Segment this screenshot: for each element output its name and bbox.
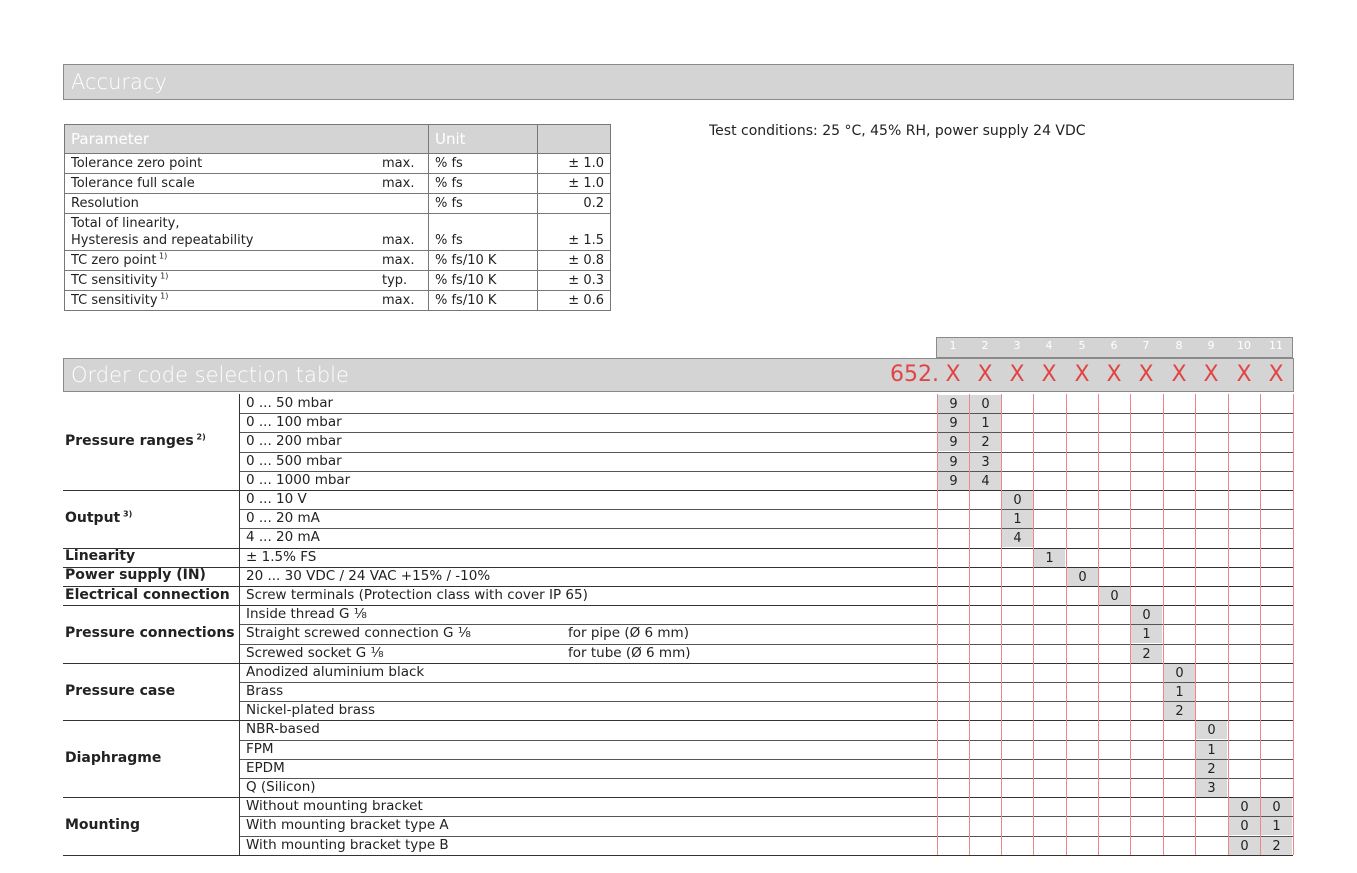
parameter-qualifier: max. [376,154,429,174]
row-divider [239,413,1293,414]
option-text: Anodized aluminium black [246,663,425,680]
accuracy-row [65,214,611,251]
position-number: 7 [1142,339,1150,352]
option-text: Brass [246,683,284,699]
parameter-qualifier [376,194,429,214]
position-number: 11 [1269,339,1283,352]
value-header [538,125,611,154]
footnote-marker: 2) [193,432,206,442]
order-code-title: Order code selection table [71,363,349,387]
accuracy-row [65,251,611,271]
code-value: 0 [1067,568,1098,586]
footnote-marker: 1) [157,271,169,281]
order-code-prefix: 652. [890,362,939,387]
option-note: for tube (Ø 6 mm) [568,644,691,661]
option-text: EPDM [246,759,285,776]
parameter-value: ± 1.0 [538,154,611,174]
accuracy-title: Accuracy [71,70,167,94]
label-column-divider [239,394,240,855]
parameter-value: 0.2 [538,194,611,214]
code-placeholder-x: X [1138,362,1154,387]
parameter-value: ± 1.5 [538,214,611,251]
unit-header: Unit [429,125,538,154]
code-value: 0 [1196,721,1227,739]
code-column-divider [1033,394,1034,855]
parameter-name: Total of linearity, Hysteresis and repeatability [65,214,377,251]
code-value: 9 [938,453,969,471]
parameter-unit: % fs [429,154,538,174]
option-text: Q (Silicon) [246,779,316,795]
row-divider [239,759,1293,760]
code-placeholder-x: X [1236,362,1252,387]
accuracy-table-header [65,125,611,154]
option-text: 0 ... 50 mbar [246,395,334,411]
row-divider [239,778,1293,779]
position-number: 2 [981,339,989,352]
option-text: 20 ... 30 VDC / 24 VAC +15% / -10% [246,567,491,584]
group-label: Output $^{3)}$ [65,509,133,526]
position-number: 10 [1237,339,1251,352]
code-column-divider [1066,394,1067,855]
accuracy-row [65,154,611,174]
parameter-unit: % fs/10 K [429,291,538,311]
option-text: 0 ... 500 mbar [246,452,342,469]
code-placeholder-x: X [1268,362,1284,387]
option-text: 4 ... 20 mA [246,529,320,546]
code-placeholder-x: X [1009,362,1025,387]
option-text: Straight screwed connection G ⅛ [246,625,471,642]
code-value: 0 [1229,798,1260,816]
code-column-divider [1195,394,1196,855]
group-label: Pressure ranges $^{2)}$ [65,432,206,449]
parameter-qualifier: max. [376,251,429,271]
code-value: 0 [1229,817,1260,835]
code-column-divider [1260,394,1261,855]
code-value: 1 [970,414,1001,432]
option-text: 0 ... 20 mA [246,510,320,527]
option-text: NBR-based [246,721,320,738]
group-label: Linearity [65,548,136,565]
group-label: Mounting [65,817,140,833]
code-value: 0 [1261,798,1292,816]
option-text: 0 ... 200 mbar [246,433,342,450]
footnote-marker: 1) [157,291,169,301]
test-conditions: Test conditions: 25 °C, 45% RH, power supply 24 VDC [709,123,1086,139]
accuracy-section-header [63,64,1294,100]
code-column-divider [1130,394,1131,855]
option-text: 0 ... 100 mbar [246,414,342,431]
parameter-name: TC zero point $^{1)}$ [65,251,377,271]
row-divider [239,682,1293,683]
code-column-divider [1228,394,1229,855]
option-text: Screwed socket G ⅛ [246,644,384,661]
option-text: Screw terminals (Protection class with cover IP 65) [246,587,588,603]
parameter-value: ± 0.3 [538,271,611,291]
position-number: 3 [1013,339,1021,352]
code-value: 0 [970,395,1001,413]
group-label: Pressure connections [65,625,235,641]
code-placeholder-x: X [1106,362,1122,387]
option-text: ± 1.5% FS [246,548,317,565]
option-text: Nickel-plated brass [246,702,376,719]
code-value: 1 [1034,549,1065,567]
code-value: 9 [938,433,969,451]
code-value: 4 [1002,529,1033,547]
position-number: 9 [1207,339,1215,352]
group-label: Pressure case [65,682,176,699]
code-value: 9 [938,472,969,490]
code-column-divider [1098,394,1099,855]
code-column-divider [1001,394,1002,855]
parameter-unit: % fs/10 K [429,271,538,291]
group-label: Electrical connection [65,586,230,603]
option-note: for pipe (Ø 6 mm) [568,625,689,642]
code-placeholder-x: X [977,362,993,387]
row-divider [239,452,1293,453]
option-text: With mounting bracket type A [246,817,449,834]
code-value: 9 [938,414,969,432]
position-number: 4 [1045,339,1053,352]
parameter-qualifier: typ. [376,271,429,291]
row-divider [239,432,1293,433]
parameter-qualifier: max. [376,291,429,311]
parameter-value: ± 0.8 [538,251,611,271]
code-value: 2 [1131,645,1162,663]
parameter-name: TC sensitivity $^{1)}$ [65,291,377,311]
parameter-unit: % fs [429,194,538,214]
accuracy-row [65,291,611,311]
position-number: 6 [1110,339,1118,352]
code-value: 2 [1196,760,1227,778]
code-placeholder-x: X [945,362,961,387]
position-number: 8 [1175,339,1183,352]
code-column-divider [937,394,938,855]
parameter-name: Tolerance full scale [65,174,377,194]
code-value: 4 [970,472,1001,490]
accuracy-table-body [65,154,611,311]
position-number: 1 [949,339,957,352]
group-divider [63,855,1293,856]
code-value: 0 [1099,587,1130,605]
code-placeholder-x: X [1171,362,1187,387]
parameter-value: ± 1.0 [538,174,611,194]
code-value: 0 [1229,837,1260,855]
parameter-qualifier: max. [376,174,429,194]
row-divider [239,509,1293,510]
parameter-qualifier: max. [376,214,429,251]
code-value: 1 [1164,683,1195,701]
row-divider [239,471,1293,472]
footnote-marker: 3) [120,509,133,519]
option-text: FPM [246,740,274,757]
footnote-marker: 1) [156,251,168,261]
parameter-header: Parameter [65,125,429,154]
parameter-name: TC sensitivity $^{1)}$ [65,271,377,291]
group-label: Diaphragme [65,749,162,766]
code-value: 1 [1131,625,1162,643]
accuracy-row [65,194,611,214]
option-text: Inside thread G ⅛ [246,606,367,623]
option-text: With mounting bracket type B [246,836,449,853]
code-placeholder-x: X [1203,362,1219,387]
code-placeholder-x: X [1041,362,1057,387]
code-value: 2 [1261,837,1292,855]
parameter-name: Resolution [65,194,377,214]
code-value: 2 [970,433,1001,451]
parameter-unit: % fs/10 K [429,251,538,271]
group-label: Power supply (IN) [65,567,206,584]
option-text: 0 ... 10 V [246,491,307,507]
accuracy-row [65,271,611,291]
code-column-divider [1293,394,1294,855]
row-divider [239,701,1293,702]
parameter-name: Tolerance zero point [65,154,377,174]
code-value: 3 [970,453,1001,471]
row-divider [239,740,1293,741]
row-divider [239,528,1293,529]
code-value: 1 [1002,510,1033,528]
parameter-unit: % fs [429,174,538,194]
parameter-unit: % fs [429,214,538,251]
accuracy-row [65,174,611,194]
parameter-value: ± 0.6 [538,291,611,311]
code-value: 1 [1261,817,1292,835]
code-value: 0 [1131,606,1162,624]
code-value: 2 [1164,702,1195,720]
accuracy-table [64,124,611,311]
option-text: Without mounting bracket [246,798,423,815]
code-value: 0 [1002,491,1033,509]
option-text: 0 ... 1000 mbar [246,471,351,488]
code-value: 3 [1196,779,1227,797]
code-column-divider [969,394,970,855]
code-placeholder-x: X [1074,362,1090,387]
code-value: 1 [1196,741,1227,759]
position-number: 5 [1078,339,1086,352]
code-value: 0 [1164,664,1195,682]
code-value: 9 [938,395,969,413]
code-column-divider [1163,394,1164,855]
